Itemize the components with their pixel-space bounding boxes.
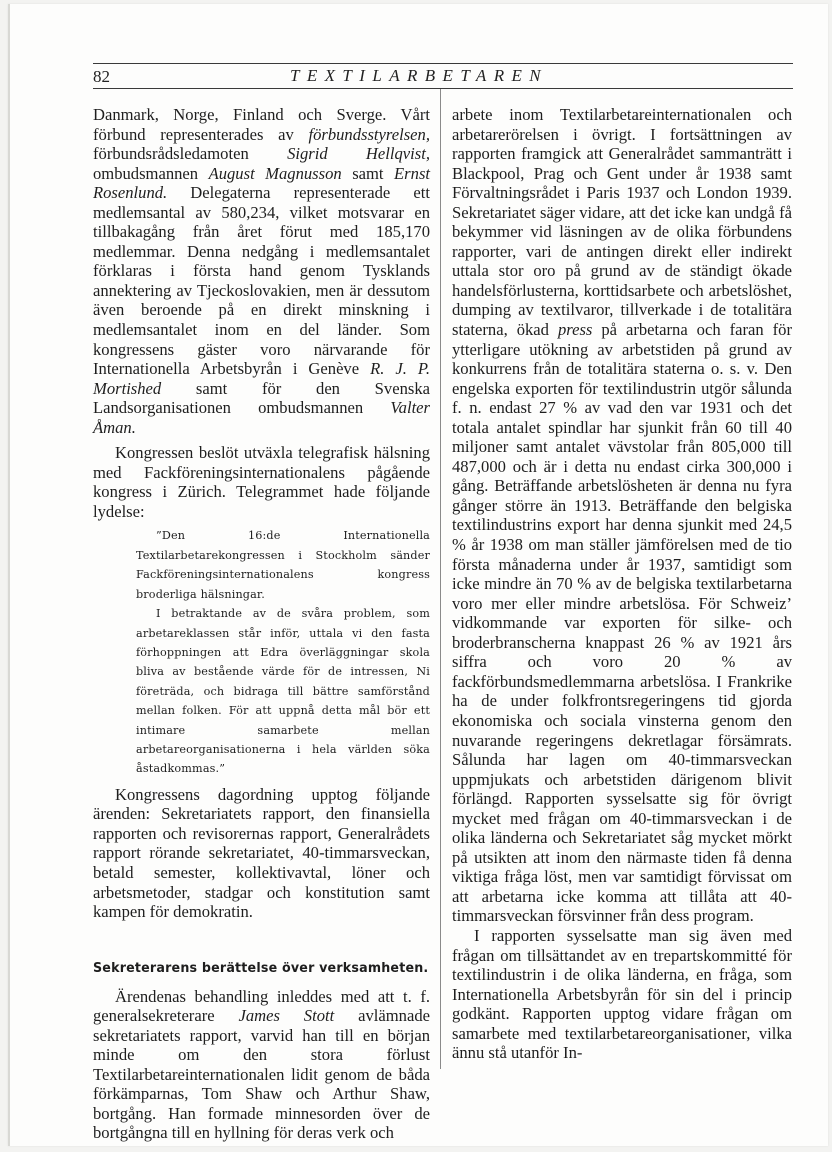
paragraph-agenda: Kongressens dagordning upptog följande ärenden: Sekretariatets rapport, den finansiella rapporten och revisorernas rapport, Generalrådets rapport rörande sekretariatet, 40-timmarsveckan, betald semester, kollektivavtal, löner och arbetsmetoder, stadgar och konstitution samt kampen för demokratin.	[93, 784, 430, 922]
text-segment: Ärendenas behandling inleddes med att t. f. generalsekreterare	[93, 986, 430, 1026]
paragraph-delegates	[93, 105, 430, 437]
text-segment: samt för den Svenska Landsorganisationen ombudsmannen	[93, 378, 430, 418]
name-august-magnusson: August Magnusson	[208, 163, 342, 183]
italic-press: press	[557, 320, 593, 340]
text-segment: I rapporten sysselsatte man sig även med frågan om tillsättandet av en trepartskommitté för textilindustrin i de olika länderna, en fråga, som Internationella Arbetsbyrån för sin del i princip godkänt. Rapporten upptog vidare frågan om samarbete med textilarbetareorganisationer, vilka ännu stå utanför In-	[452, 925, 792, 1063]
name-mortished: R. J. P. Mortished	[93, 359, 430, 398]
text-segment: ombudsmannen	[93, 163, 209, 183]
paragraph-telegram-intro	[93, 443, 430, 521]
left-column	[93, 105, 430, 1143]
text-segment: avlämnade sekretariatets rapport, varvid han till en början minde om den stora förlust Textilarbetareinternationalen lidit genom de båda förkämparnas, Tom Shaw och Arthur Shaw, bortgång. Han formade minnesorden över de bortgångna till en hyllning för deras verk och	[93, 1006, 430, 1143]
section-heading: Sekreterarens berättelse över verksamheten.	[93, 960, 429, 976]
paragraph-tripartite-committee	[452, 926, 792, 1063]
name-james-stott: James Stott	[238, 1006, 335, 1026]
text-segment: arbete inom Textilarbetareinternationalen och arbetarerörelsen i övrigt. I fortsättningen av rapporten framgick att Generalrådet sammanträtt i Blackpool, Prag och Gent under år 1938 samt Förvaltningsrådet i Paris 1937 och London 1939. Sekretariatet säger vidare, att det icke kan undgå få bekymmer vid läsningen av de olika förbundens rapporter, vari de antingen direkt eller indirekt uttala stor oro på grund av de ständigt ökade handelsförlusterna, korttidsarbete och arbetslöshet, dumping av textilvaror, tillverkade i de totalitära staterna, ökad	[452, 105, 792, 340]
text-segment: förbundsrådsledamoten	[93, 144, 288, 164]
text-segment: Delegaterna representerade ett medlemsantal av 580,234, vilket motsvarar en tillbakagång från året förut med 185,170 medlemmar. Denna nedgång i medlemsantalet förklaras i första hand genom Tysklands annektering av Tjeckoslovakien, men är dessutom även beroende på en direkt minskning i medlemsantalet inom en del länder. Som kongressens gäster voro närvarande för Internationella Arbetsbyrån i Genève	[93, 183, 430, 379]
header-bottom-rule	[93, 88, 793, 89]
paragraph-secretary-report	[93, 987, 430, 1143]
telegram-paragraph: ”Den 16:de Internationella Textilarbetarekongressen i Stockholm sänder Fackföreningsinternationalens kongress broderliga hälsningar.	[136, 529, 430, 601]
running-title: TEXTILARBETAREN	[290, 66, 549, 85]
text-segment: Kongressen beslöt utväxla telegrafisk hälsning med Fackföreningsinternationalens pågående kongress i Zürich. Telegrammet hade följande lydelse:	[93, 443, 430, 521]
header-top-rule	[93, 63, 793, 64]
telegram-quote	[136, 526, 430, 778]
text-segment: Danmark, Norge, Finland och Sverge. Vårt förbund representerades av	[93, 105, 430, 144]
paragraph-report-continued	[452, 105, 792, 926]
name-forbundsstyrelsen: förbundsstyrelsen,	[308, 124, 430, 144]
name-sigrid-hellqvist: Sigrid Hellqvist,	[287, 144, 430, 164]
page-number: 82	[93, 67, 110, 86]
name-ernst-rosenlund: Ernst Rosenlund.	[93, 163, 431, 203]
text-segment: på arbetarna och faran för ytterligare utökning av arbetstiden på grund av konkurrens från de totalitära staterna o. s. v. Den engelska exporten för textilindustrin utgör sålunda f. n. endast 27 % av vad den var 1931 och det totala antalet spindlar har sjunkit från 60 till 40 miljoner samt antalet vävstolar från 805,000 till 487,000 och är i detta nu endast cirka 300,000 i gång. Beträffande arbetslösheten är denna nu fyra gånger större än 1913. Beträffande den belgiska textilindustrins export har denna sjunkit med 24,5 % år 1938 om man ställer jämförelsen med de tio första månaderna under år 1937, samtidigt som icke mindre än 70 % av de belgiska textilarbetarna voro mer eller mindre arbetslösa. För Schweiz’ vidkommande var exporten för silke- och broderbranscherna knappast 26 % av 1921 års siffra och voro 20 % av fackförbundsmedlemmarna arbetslösa. I Frankrike ha de under folkfrontsregeringens tid gjorda ekonomiska och sociala vinsterna genom den nuvarande regeringens dekretlagar försämrats. Sålunda har lagen om 40-timmarsveckan uppmjukats och arbetstiden därigenom blivit förlängd. Rapporten sysselsatte sig för övrigt mycket med frågan om 40-timmarsveckan i de olika länderna och Sekretariatet såg mycket mörkt på utsikten att inom den närmaste tiden få denna viktiga fråga löst, men var samtidigt förvissat om att arbetarna icke komma att tillåta att 40-timmarsveckan försvinner från dess program.	[452, 320, 792, 926]
name-valter-aman: Valter Åman.	[93, 398, 430, 437]
telegram-paragraph: I betraktande av de svåra problem, som arbetareklassen står inför, uttala vi den fasta förhoppningen att Edra överläggningar skola bliva av bestående värde för de intressen, Ni företräda, och bidraga till bättre samförstånd mellan folken. För att uppnå detta mål bör ett intimare samarbete mellan arbetareorganisationerna i hela världen söka åstadkommas.”	[136, 607, 430, 776]
magazine-page	[8, 4, 828, 1146]
right-column	[452, 105, 792, 1063]
column-divider	[440, 89, 441, 1069]
text-segment: samt	[341, 163, 395, 183]
